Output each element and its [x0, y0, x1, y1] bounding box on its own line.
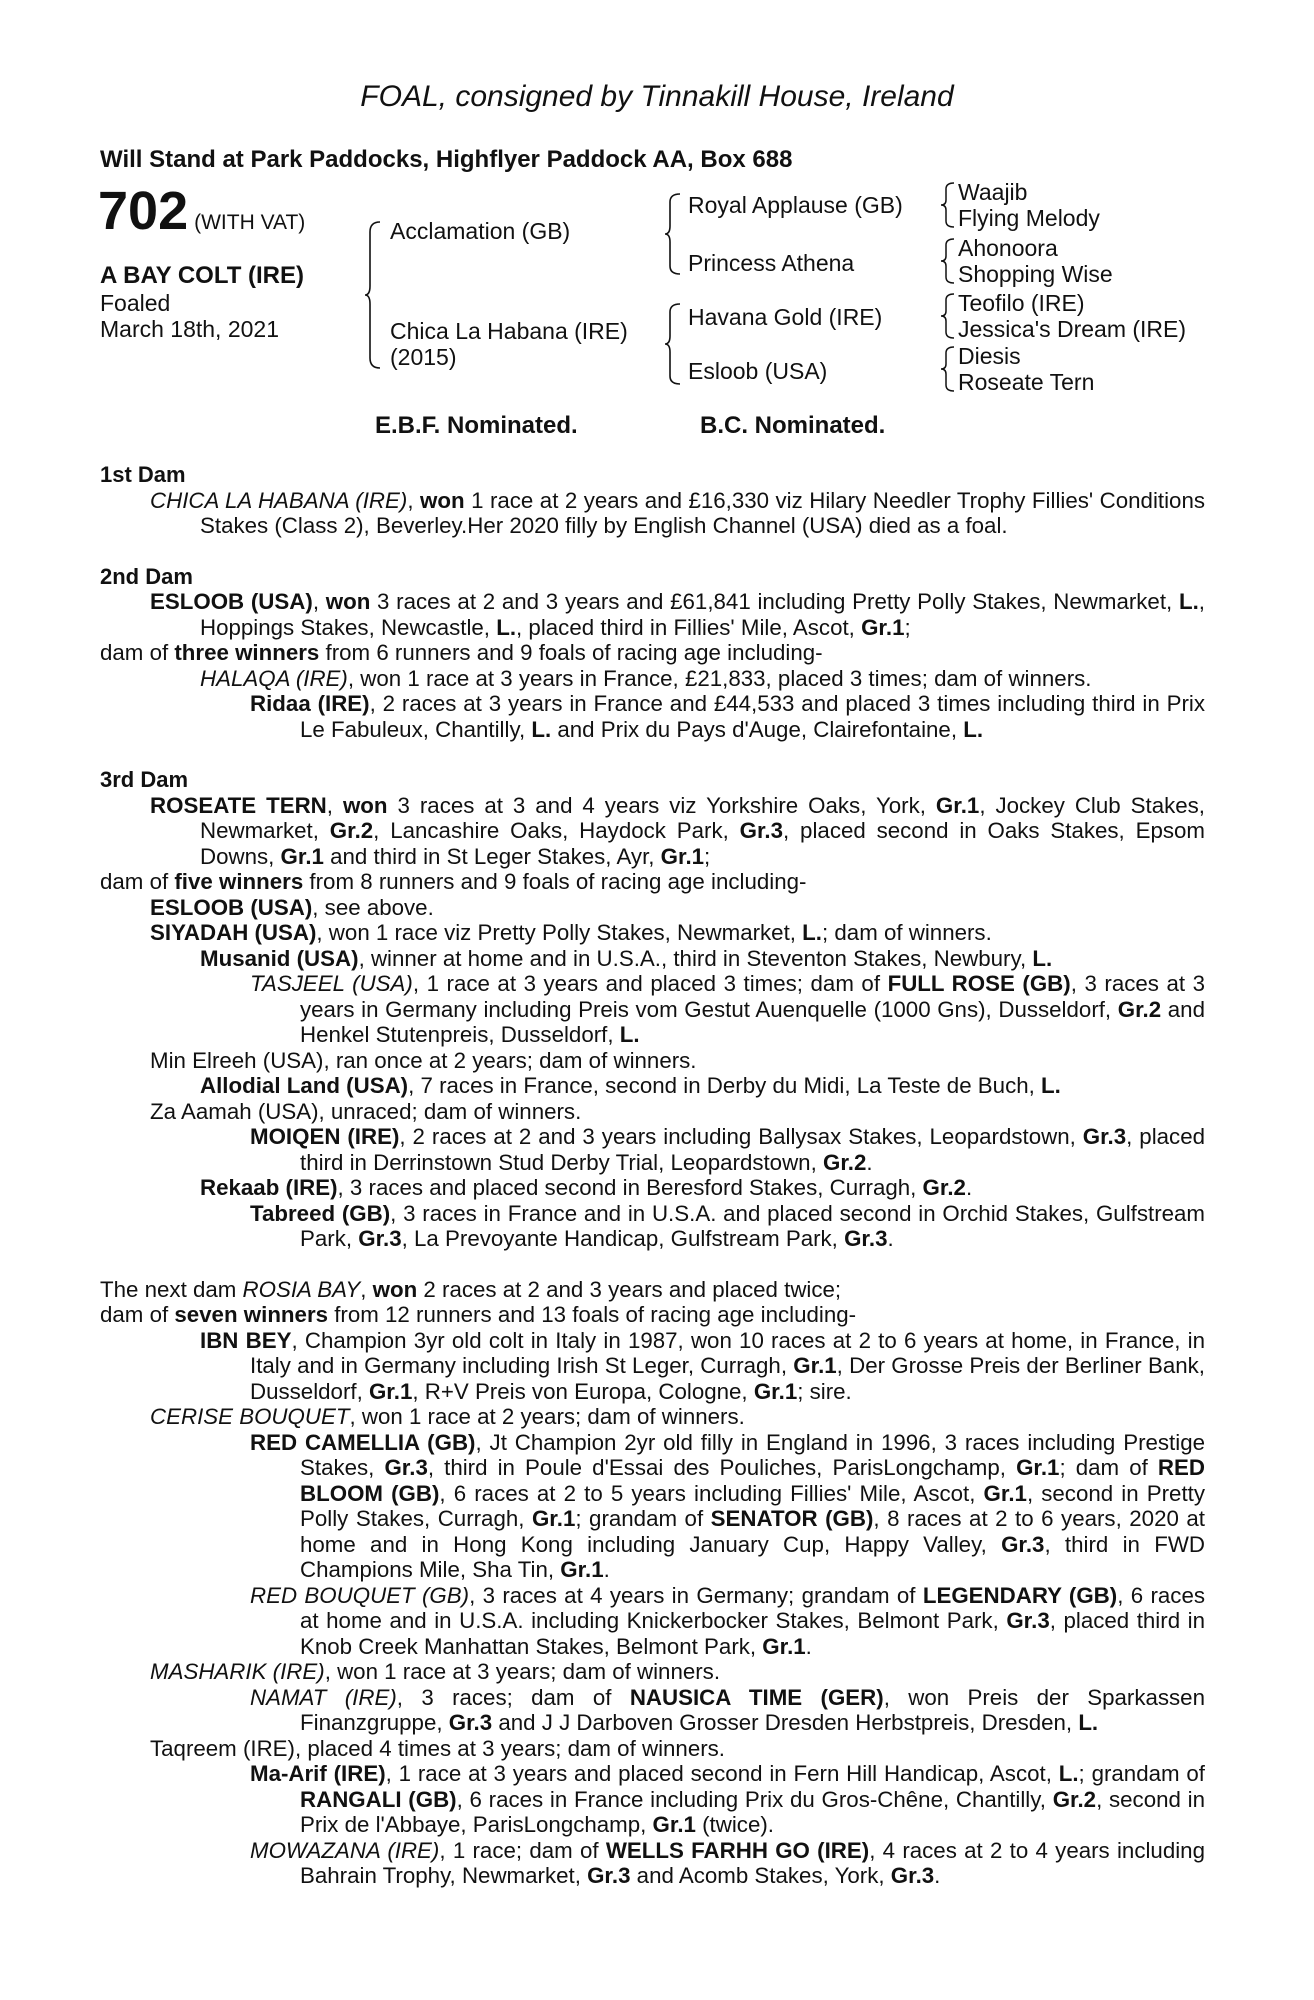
produce-ma-arif: Ma-Arif (IRE), 1 race at 3 years and placed second in Fern Hill Handicap, Ascot, L.; grandam of RANGALI (GB), 6 races in France including Prix du Gros-Chêne, Chantilly, Gr.2, second in Prix de l'Abbaye, ParisLongchamp, Gr.1 (twice). [250, 1761, 1205, 1837]
produce-red-bouquet: RED BOUQUET (GB), 3 races at 4 years in Germany; grandam of LEGENDARY (GB), 6 races at home and in U.S.A. including Knickerbocker Stakes, Belmont Park, Gr.3, placed third in Knob Creek Manhattan Stakes, Belmont Park, Gr.1. [250, 1582, 1205, 1659]
pedigree-brace-g1 [940, 181, 956, 229]
produce-esloob: ESLOOB (USA), see above. [150, 894, 434, 920]
third-dam-produce-summary: dam of five winners from 8 runners and 9 foals of racing age including- [100, 869, 807, 894]
produce-za-aamah: Za Aamah (USA), unraced; dam of winners. [150, 1098, 582, 1124]
third-dam-heading: 3rd Dam [100, 767, 189, 792]
produce-ridaa: Ridaa (IRE), 2 races at 3 years in France and £44,533 and placed 3 times including third in Prix Le Fabuleux, Chantilly, L. and Prix du Pays d'Auge, Clairefontaine, L. [250, 691, 1205, 742]
produce-rekaab: Rekaab (IRE), 3 races and placed second in Beresford Stakes, Curragh, Gr.2. [200, 1175, 973, 1200]
foaled-date: March 18th, 2021 [100, 316, 280, 342]
g-teofilo: Teofilo (IRE) [958, 290, 1085, 316]
second-dam-heading: 2nd Dam [100, 563, 193, 589]
sire-dam: Princess Athena [688, 250, 855, 276]
pedigree-brace-sire [664, 192, 682, 276]
foaled-label: Foaled [100, 290, 171, 316]
stand-location: Will Stand at Park Paddocks, Highflyer Paddock AA, Box 688 [100, 146, 793, 173]
first-dam-heading: 1st Dam [100, 462, 186, 487]
consignment-line: FOAL, consigned by Tinnakill House, Ireland [360, 80, 954, 113]
third-dam-entry: ROSEATE TERN, won 3 races at 3 and 4 years viz Yorkshire Oaks, York, Gr.1, Jockey Club Stakes, Newmarket, Gr.2, Lancashire Oaks, Haydock Park, Gr.3, placed second in Oaks Stakes, Epsom Downs, Gr.1 and third in St Leger Stakes, Ayr, Gr.1; [150, 792, 1205, 869]
g-waajib: Waajib [958, 179, 1028, 205]
produce-min-elreeh: Min Elreeh (USA), ran once at 2 years; dam of winners. [150, 1047, 697, 1073]
sire-sire: Royal Applause (GB) [688, 192, 903, 218]
vat-note: (WITH VAT) [194, 211, 306, 234]
pedigree-brace-g3 [940, 292, 956, 340]
produce-record [100, 462, 1205, 1889]
g-shopping-wise: Shopping Wise [958, 261, 1113, 287]
produce-mowazana: MOWAZANA (IRE), 1 race; dam of WELLS FARHH GO (IRE), 4 races at 2 to 4 years including Bahrain Trophy, Newmarket, Gr.3 and Acomb Stakes, York, Gr.3. [250, 1837, 1205, 1888]
produce-masharik: MASHARIK (IRE), won 1 race at 3 years; dam of winners. [150, 1659, 721, 1684]
next-dam-entry: The next dam ROSIA BAY, won 2 races at 2 and 3 years and placed twice; [100, 1276, 842, 1302]
produce-musanid: Musanid (USA), winner at home and in U.S.A., third in Steventon Stakes, Newbury, L. [200, 945, 1053, 971]
next-dam-produce-summary: dam of seven winners from 12 runners and 13 foals of racing age including- [100, 1302, 857, 1327]
first-dam-entry: CHICA LA HABANA (IRE), won 1 race at 2 years and £16,330 viz Hilary Needler Trophy Fillies' Conditions Stakes (Class 2), Beverley.Her 2020 filly by English Channel (USA) died as a foal. [150, 487, 1205, 538]
second-dam-entry: ESLOOB (USA), won 3 races at 2 and 3 years and £61,841 including Pretty Polly Stakes, Newmarket, L., Hoppings Stakes, Newcastle, L., placed third in Fillies' Mile, Ascot, Gr.1; [150, 589, 1205, 640]
dam-name: Chica La Habana (IRE) [390, 318, 628, 344]
pedigree-brace-dam [664, 302, 682, 386]
produce-tabreed: Tabreed (GB), 3 races in France and in U.S.A. and placed second in Orchid Stakes, Gulfstream Park, Gr.3, La Prevoyante Handicap, Gulfstream Park, Gr.3. [250, 1200, 1205, 1251]
g-jessicas-dream: Jessica's Dream (IRE) [958, 316, 1187, 342]
horse-description: A BAY COLT (IRE) [100, 262, 305, 289]
produce-ibn-bey: IBN BEY, Champion 3yr old colt in Italy in 1987, won 10 races at 2 to 6 years at home, in France, in Italy and in Germany including Irish St Leger, Curragh, Gr.1, Der Grosse Preis der Berliner Bank, Dusseldorf, Gr.1, R+V Preis von Europa, Cologne, Gr.1; sire. [200, 1327, 1205, 1404]
produce-allodial-land: Allodial Land (USA), 7 races in France, second in Derby du Midi, La Teste de Buch, L. [200, 1073, 1061, 1098]
dam-dam: Esloob (USA) [688, 358, 828, 384]
foaled-info [100, 290, 279, 342]
pedigree-brace-g4 [940, 345, 956, 393]
produce-halaqa: HALAQA (IRE), won 1 race at 3 years in France, £21,833, placed 3 times; dam of winners. [200, 665, 1092, 691]
produce-taqreem: Taqreem (IRE), placed 4 times at 3 years; dam of winners. [150, 1735, 725, 1761]
g-flying-melody: Flying Melody [958, 205, 1100, 231]
produce-siyadah: SIYADAH (USA), won 1 race viz Pretty Polly Stakes, Newmarket, L.; dam of winners. [150, 920, 992, 945]
first-dam-name: CHICA LA HABANA (IRE) [150, 487, 408, 513]
dam-sire: Havana Gold (IRE) [688, 304, 883, 330]
dam-year: (2015) [390, 344, 457, 370]
produce-namat: NAMAT (IRE), 3 races; dam of NAUSICA TIME (GER), won Preis der Sparkassen Finanzgruppe, Gr.3 and J J Darboven Grosser Dresden Herbstpreis, Dresden, L. [250, 1684, 1205, 1735]
g-diesis: Diesis [958, 343, 1021, 369]
pedigree-brace-main [364, 220, 382, 370]
ebf-nomination: E.B.F. Nominated. [375, 412, 578, 439]
g-ahonoora: Ahonoora [958, 235, 1058, 261]
sire-name: Acclamation (GB) [390, 218, 571, 244]
bc-nomination: B.C. Nominated. [700, 412, 886, 439]
pedigree-brace-g2 [940, 237, 956, 285]
lot-block [98, 180, 305, 242]
second-dam-produce-summary: dam of three winners from 6 runners and 9 foals of racing age including- [100, 640, 823, 665]
g-roseate-tern: Roseate Tern [958, 369, 1095, 395]
produce-tasjeel: TASJEEL (USA), 1 race at 3 years and placed 3 times; dam of FULL ROSE (GB), 3 races at 3 years in Germany including Preis vom Gestut Auenquelle (1000 Gns), Dusseldorf, Gr.2 and Henkel Stutenpreis, Dusseldorf, L. [250, 971, 1205, 1047]
produce-moiqen: MOIQEN (IRE), 2 races at 2 and 3 years including Ballysax Stakes, Leopardstown, Gr.3, placed third in Derrinstown Stud Derby Trial, Leopardstown, Gr.2. [250, 1124, 1205, 1175]
produce-cerise-bouquet: CERISE BOUQUET, won 1 race at 2 years; dam of winners. [150, 1404, 745, 1429]
produce-red-camellia: RED CAMELLIA (GB), Jt Champion 2yr old filly in England in 1996, 3 races including Prestige Stakes, Gr.3, third in Poule d'Essai des Pouliches, ParisLongchamp, Gr.1; dam of RED BLOOM (GB), 6 races at 2 to 5 years including Fillies' Mile, Ascot, Gr.1, second in Pretty Polly Stakes, Curragh, Gr.1; grandam of SENATOR (GB), 8 races at 2 to 6 years, 2020 at home and in Hong Kong including January Cup, Happy Valley, Gr.3, third in FWD Champions Mile, Sha Tin, Gr.1. [250, 1429, 1205, 1582]
lot-number: 702 [98, 181, 189, 241]
